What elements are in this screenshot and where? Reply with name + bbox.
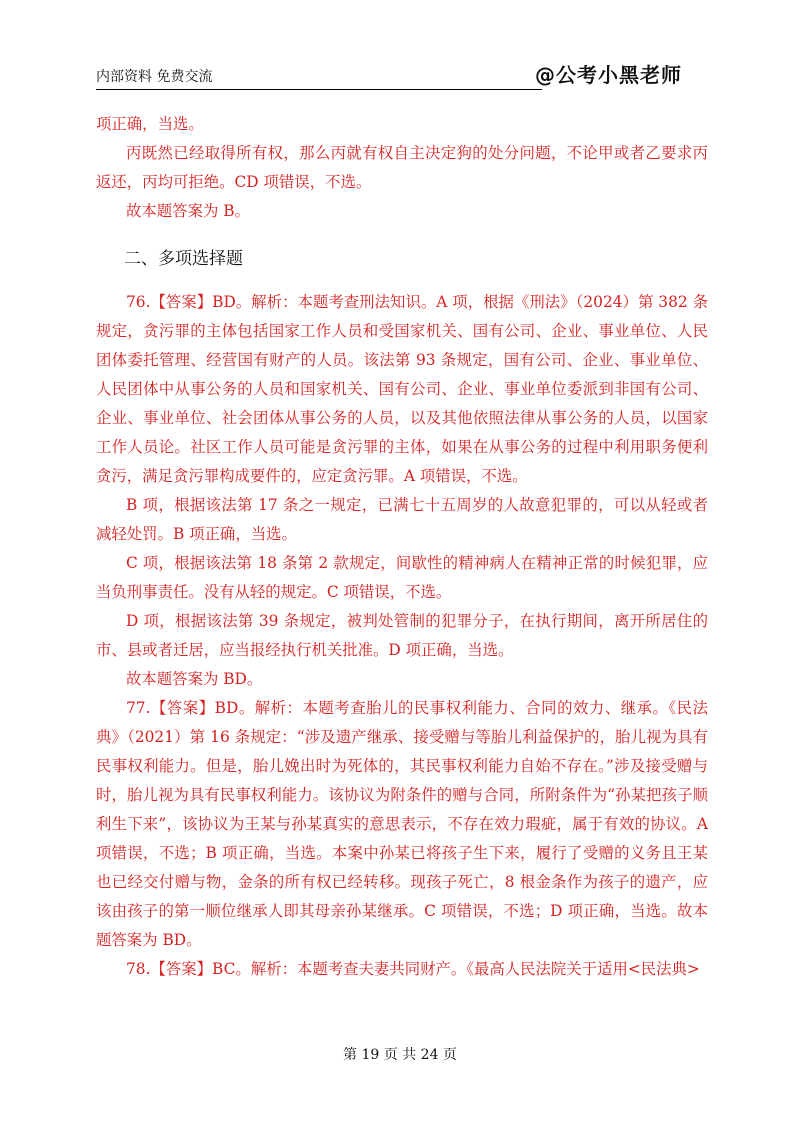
paragraph: D 项，根据该法第 39 条规定，被判处管制的犯罪分子，在执行期间，离开所居住的市、县或者迁居，应当报经执行机关批准。D 项正确，当选。 [96,612,708,659]
answer-78: 78.【答案】BC。解析：本题考查夫妻共同财产。《最高人民法院关于适用<民法典> [126,960,700,978]
header-author: @公考小黑老师 [535,63,682,87]
paragraph: 故本题答案为 B。 [126,202,250,220]
page-header [96,62,696,90]
paragraph: 故本题答案为 BD。 [126,670,263,688]
paragraph: 丙既然已经取得所有权，那么丙就有权自主决定狗的处分问题，不论甲或者乙要求丙返还，丙均可拒绝。CD 项错误，不选。 [96,144,708,191]
paragraph: C 项，根据该法第 18 条第 2 款规定，间歇性的精神病人在精神正常的时候犯罪，应当负刑事责任。没有从轻的规定。C 项错误，不选。 [96,554,708,601]
document-body [96,110,708,984]
section-title: 二、多项选择题 [124,249,243,269]
paragraph: B 项，根据该法第 17 条之一规定，已满七十五周岁的人故意犯罪的，可以从轻或者减轻处罚。B 项正确，当选。 [96,496,708,543]
paragraph: 项正确，当选。 [96,115,204,133]
page-footer: 第 19 页 共 24 页 [343,1047,457,1063]
header-left-text: 内部资料 免费交流 [96,69,213,85]
answer-77: 77.【答案】BD。解析：本题考查胎儿的民事权利能力、合同的效力、继承。《民法典》（2021）第 16 条规定：“涉及遗产继承、接受赠与等胎儿利益保护的，胎儿视为具有民事权利能力。但是，胎儿娩出时为死体的，其民事权利能力自始不存在。”涉及接受赠与时，胎儿视为具有民事权利能力。该协议为附条件的赠与合同，所附条件为“孙某把孩子顺利生下来”，该协议为王某与孙某真实的意思表示，不存在效力瑕疵，属于有效的协议。A 项错误，不选；B 项正确，当选。本案中孙某已将孩子生下来，履行了受赠的义务且王某也已经交付赠与物，金条的所有权已经转移。现孩子死亡，8 根金条作为孩子的遗产，应该由孩子的第一顺位继承人即其母亲孙某继承。C 项错误，不选；D 项正确，当选。故本题答案为 BD。 [96,699,708,949]
answer-76: 76.【答案】BD。解析：本题考查刑法知识。A 项，根据《刑法》（2024）第 382 条规定，贪污罪的主体包括国家工作人员和受国家机关、国有公司、企业、事业单位、人民团体委托管理、经营国有财产的人员。该法第 93 条规定，国有公司、企业、事业单位、人民团体中从事公务的人员和国家机关、国有公司、企业、事业单位委派到非国有公司、企业、事业单位、社会团体从事公务的人员，以及其他依照法律从事公务的人员，以国家工作人员论。社区工作人员可能是贪污罪的主体，如果在从事公务的过程中利用职务便利贪污，满足贪污罪构成要件的，应定贪污罪。A 项错误，不选。 [96,293,708,485]
header-divider [96,89,542,90]
